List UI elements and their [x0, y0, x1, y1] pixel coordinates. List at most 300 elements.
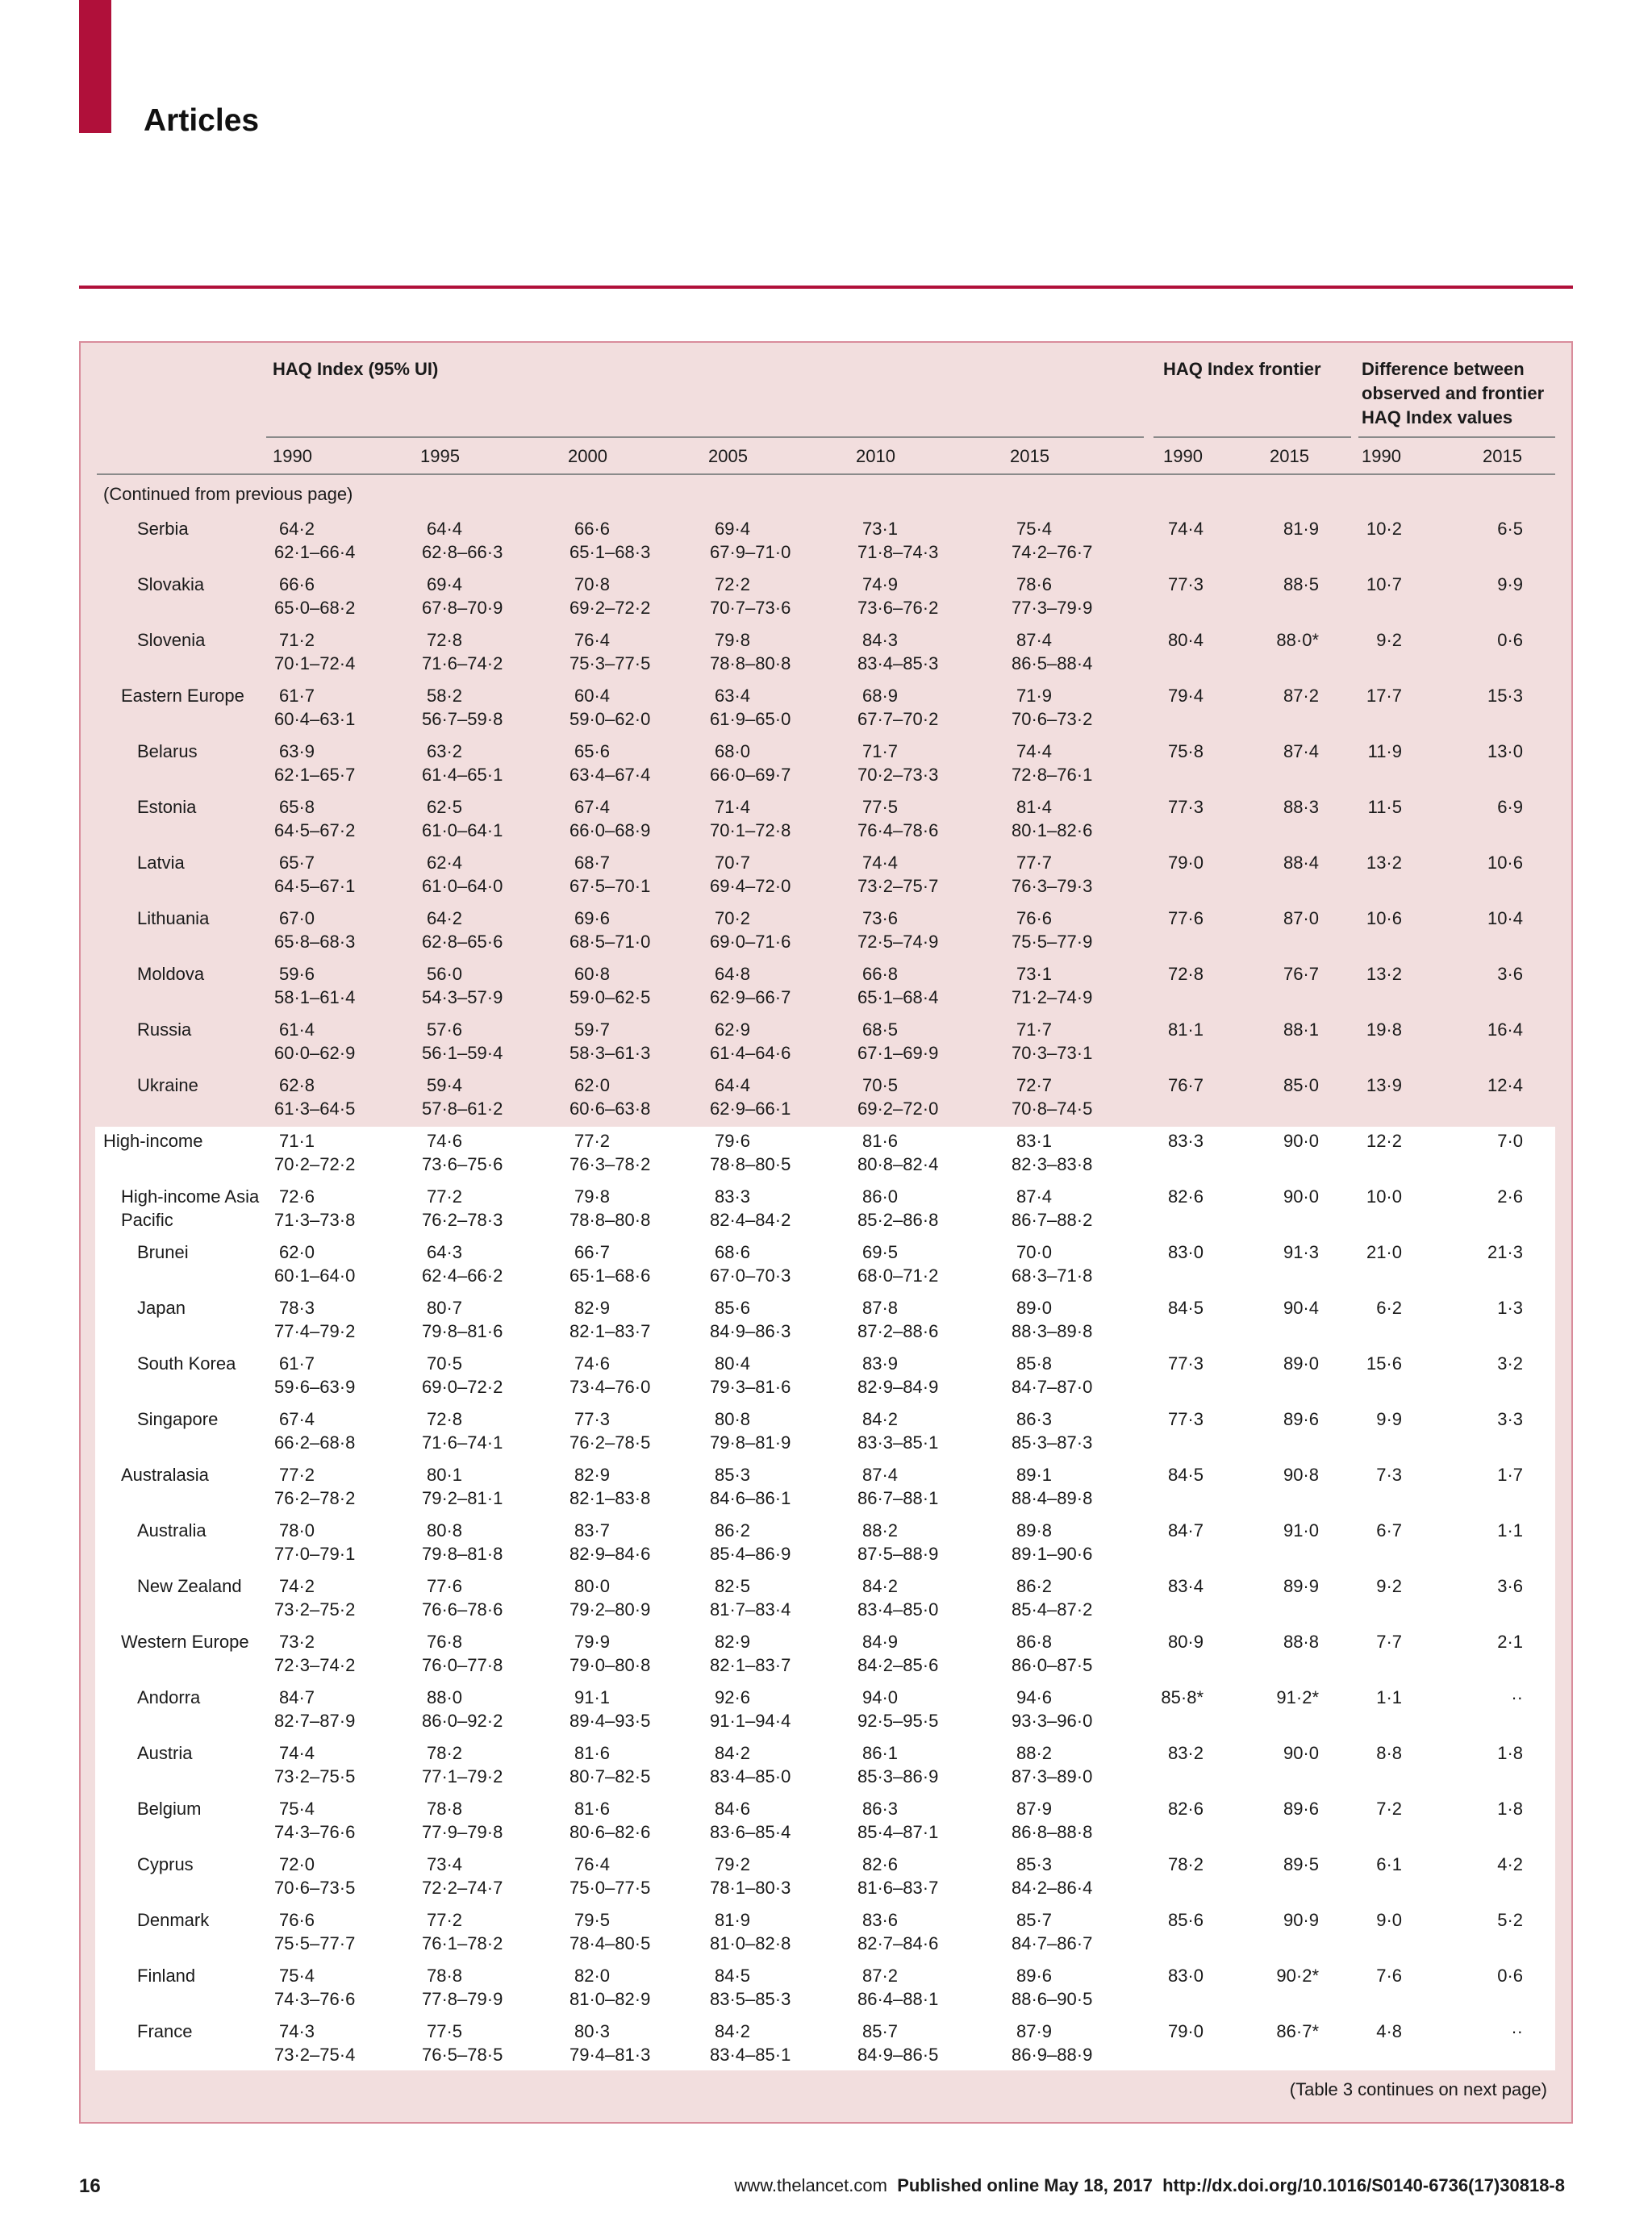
haq-uncertainty-interval: 83·6–85·4 — [710, 1822, 791, 1842]
footer-site: www.thelancet.com — [734, 2175, 887, 2195]
haq-uncertainty-interval: 67·0–70·3 — [710, 1265, 791, 1286]
haq-uncertainty-interval: 77·1–79·2 — [422, 1766, 503, 1786]
haq-value: 56·0 — [427, 964, 463, 984]
header-frontier: HAQ Index frontier — [1163, 359, 1321, 379]
haq-value: 85·6 — [715, 1298, 751, 1318]
haq-value: 69·4 — [715, 519, 751, 539]
haq-uncertainty-interval: 58·1–61·4 — [274, 987, 356, 1007]
year-header: 2005 — [708, 446, 748, 466]
difference-2015: 3·6 — [1497, 1576, 1523, 1596]
difference-2015: 1·8 — [1497, 1743, 1523, 1763]
haq-uncertainty-interval: 76·5–78·5 — [422, 2045, 503, 2065]
haq-uncertainty-interval: 74·3–76·6 — [274, 1822, 356, 1842]
haq-uncertainty-interval: 67·7–70·2 — [857, 709, 939, 729]
haq-value: 94·0 — [862, 1687, 899, 1707]
haq-uncertainty-interval: 86·8–88·8 — [1012, 1822, 1093, 1842]
difference-1990: 11·5 — [1367, 797, 1402, 817]
haq-value: 75·4 — [279, 1966, 315, 1986]
haq-uncertainty-interval: 86·0–87·5 — [1012, 1655, 1093, 1675]
difference-1990: 9·2 — [1376, 1576, 1402, 1596]
haq-value: 84·2 — [715, 2021, 751, 2041]
haq-value: 68·7 — [574, 853, 611, 873]
haq-uncertainty-interval: 68·3–71·8 — [1012, 1265, 1093, 1286]
haq-value: 81·4 — [1016, 797, 1053, 817]
haq-value: 83·9 — [862, 1353, 899, 1374]
haq-value: 79·9 — [574, 1632, 611, 1652]
difference-2015: 9·9 — [1497, 574, 1523, 594]
frontier-2015: 91·2* — [1276, 1687, 1319, 1707]
table-row — [0, 1686, 1652, 1741]
haq-value: 84·3 — [862, 630, 899, 650]
year-header: 2000 — [568, 446, 607, 466]
haq-uncertainty-interval: 62·4–66·2 — [422, 1265, 503, 1286]
haq-uncertainty-interval: 86·9–88·9 — [1012, 2045, 1093, 2065]
row-location-name: Australasia — [121, 1465, 209, 1485]
haq-value: 82·9 — [715, 1632, 751, 1652]
frontier-2015: 90·0 — [1283, 1131, 1319, 1151]
haq-value: 59·7 — [574, 1019, 611, 1040]
haq-uncertainty-interval: 68·5–71·0 — [569, 932, 651, 952]
haq-value: 64·2 — [279, 519, 315, 539]
haq-uncertainty-interval: 67·1–69·9 — [857, 1043, 939, 1063]
haq-uncertainty-interval: 62·8–66·3 — [422, 542, 503, 562]
frontier-2015: 76·7 — [1283, 964, 1319, 984]
haq-value: 77·3 — [574, 1409, 611, 1429]
haq-uncertainty-interval: 84·2–86·4 — [1012, 1878, 1093, 1898]
frontier-2015: 89·0 — [1283, 1353, 1319, 1374]
haq-uncertainty-interval: 58·3–61·3 — [569, 1043, 651, 1063]
haq-value: 86·3 — [1016, 1409, 1053, 1429]
haq-value: 74·2 — [279, 1576, 315, 1596]
haq-uncertainty-interval: 62·9–66·7 — [710, 987, 791, 1007]
frontier-2015: 87·0 — [1283, 908, 1319, 928]
frontier-1990: 77·3 — [1167, 1409, 1204, 1429]
row-location-name: Eastern Europe — [121, 686, 244, 706]
haq-value: 76·8 — [427, 1632, 463, 1652]
haq-value: 76·4 — [574, 630, 611, 650]
haq-value: 82·6 — [862, 1854, 899, 1874]
haq-uncertainty-interval: 81·0–82·9 — [569, 1989, 651, 2009]
haq-uncertainty-interval: 72·2–74·7 — [422, 1878, 503, 1898]
haq-uncertainty-interval: 59·0–62·5 — [569, 987, 651, 1007]
haq-value: 76·6 — [279, 1910, 315, 1930]
haq-uncertainty-interval: 65·1–68·4 — [857, 987, 939, 1007]
haq-value: 69·6 — [574, 908, 611, 928]
haq-uncertainty-interval: 76·2–78·5 — [569, 1432, 651, 1453]
haq-uncertainty-interval: 70·6–73·2 — [1012, 709, 1093, 729]
haq-value: 73·1 — [862, 519, 899, 539]
haq-uncertainty-interval: 78·8–80·8 — [569, 1210, 651, 1230]
frontier-1990: 77·3 — [1167, 1353, 1204, 1374]
difference-2015: 2·1 — [1497, 1632, 1523, 1652]
haq-value: 66·8 — [862, 964, 899, 984]
table-row — [0, 1463, 1652, 1519]
difference-2015: 3·2 — [1497, 1353, 1523, 1374]
haq-value: 81·9 — [715, 1910, 751, 1930]
haq-uncertainty-interval: 70·3–73·1 — [1012, 1043, 1093, 1063]
difference-2015: 0·6 — [1497, 1966, 1523, 1986]
frontier-2015: 90·8 — [1283, 1465, 1319, 1485]
year-header: 2015 — [1483, 446, 1522, 466]
table-row — [0, 1240, 1652, 1296]
haq-value: 61·4 — [279, 1019, 315, 1040]
difference-1990: 6·2 — [1376, 1298, 1402, 1318]
table-row — [0, 1352, 1652, 1407]
difference-2015: 6·9 — [1497, 797, 1523, 817]
haq-uncertainty-interval: 85·3–86·9 — [857, 1766, 939, 1786]
haq-value: 80·4 — [715, 1353, 751, 1374]
haq-uncertainty-interval: 91·1–94·4 — [710, 1711, 791, 1731]
difference-2015: 5·2 — [1497, 1910, 1523, 1930]
row-location-name: Slovenia — [137, 630, 206, 650]
haq-value: 85·8 — [1016, 1353, 1053, 1374]
haq-uncertainty-interval: 82·3–83·8 — [1012, 1154, 1093, 1174]
haq-value: 62·0 — [574, 1075, 611, 1095]
table-row — [0, 907, 1652, 962]
row-location-name: Cyprus — [137, 1854, 194, 1874]
haq-value: 83·7 — [574, 1520, 611, 1541]
difference-2015: 2·6 — [1497, 1186, 1523, 1207]
table-row — [0, 684, 1652, 740]
haq-uncertainty-interval: 60·1–64·0 — [274, 1265, 356, 1286]
haq-value: 72·7 — [1016, 1075, 1053, 1095]
haq-uncertainty-interval: 69·0–72·2 — [422, 1377, 503, 1397]
difference-1990: 11·9 — [1367, 741, 1402, 761]
haq-uncertainty-interval: 80·7–82·5 — [569, 1766, 651, 1786]
haq-uncertainty-interval: 87·2–88·6 — [857, 1321, 939, 1341]
haq-uncertainty-interval: 88·3–89·8 — [1012, 1321, 1093, 1341]
haq-value: 58·2 — [427, 686, 463, 706]
haq-uncertainty-interval: 82·7–84·6 — [857, 1933, 939, 1953]
haq-value: 88·2 — [862, 1520, 899, 1541]
haq-uncertainty-interval: 88·4–89·8 — [1012, 1488, 1093, 1508]
haq-uncertainty-interval: 84·9–86·5 — [857, 2045, 939, 2065]
haq-uncertainty-interval: 83·4–85·1 — [710, 2045, 791, 2065]
haq-value: 78·0 — [279, 1520, 315, 1541]
table-row — [0, 1797, 1652, 1853]
row-location-name: Belarus — [137, 741, 198, 761]
haq-value: 87·9 — [1016, 1799, 1053, 1819]
haq-uncertainty-interval: 85·4–86·9 — [710, 1544, 791, 1564]
haq-uncertainty-interval: 69·4–72·0 — [710, 876, 791, 896]
haq-value: 79·2 — [715, 1854, 751, 1874]
haq-value: 83·6 — [862, 1910, 899, 1930]
haq-value: 66·6 — [279, 574, 315, 594]
haq-uncertainty-interval: 76·2–78·3 — [422, 1210, 503, 1230]
table-row — [0, 1741, 1652, 1797]
frontier-2015: 90·0 — [1283, 1743, 1319, 1763]
difference-2015: 10·4 — [1487, 908, 1523, 928]
row-location-name: Austria — [137, 1743, 193, 1763]
difference-1990: 7·6 — [1376, 1966, 1402, 1986]
haq-uncertainty-interval: 82·1–83·7 — [710, 1655, 791, 1675]
row-location-name: Belgium — [137, 1799, 202, 1819]
frontier-1990: 83·0 — [1167, 1242, 1204, 1262]
haq-value: 71·1 — [279, 1131, 315, 1151]
frontier-2015: 88·0* — [1276, 630, 1319, 650]
year-header: 2015 — [1010, 446, 1049, 466]
difference-1990: 10·0 — [1366, 1186, 1402, 1207]
haq-value: 82·9 — [574, 1465, 611, 1485]
haq-uncertainty-interval: 74·2–76·7 — [1012, 542, 1093, 562]
haq-value: 80·0 — [574, 1576, 611, 1596]
continues-note: (Table 3 continues on next page) — [1289, 2079, 1547, 2099]
haq-value: 87·4 — [1016, 1186, 1053, 1207]
difference-header-rule — [1358, 436, 1555, 438]
haq-value: 72·8 — [427, 630, 463, 650]
haq-uncertainty-interval: 86·4–88·1 — [857, 1989, 939, 2009]
difference-1990: 7·3 — [1376, 1465, 1402, 1485]
haq-value: 81·6 — [862, 1131, 899, 1151]
haq-uncertainty-interval: 60·0–62·9 — [274, 1043, 356, 1063]
haq-value: 65·7 — [279, 853, 315, 873]
difference-1990: 9·9 — [1376, 1409, 1402, 1429]
row-location-name: High-income — [103, 1131, 203, 1151]
haq-uncertainty-interval: 75·0–77·5 — [569, 1878, 651, 1898]
haq-uncertainty-interval: 84·9–86·3 — [710, 1321, 791, 1341]
frontier-1990: 74·4 — [1167, 519, 1204, 539]
row-location-name: Russia — [137, 1019, 192, 1040]
haq-value: 80·3 — [574, 2021, 611, 2041]
haq-uncertainty-interval: 87·3–89·0 — [1012, 1766, 1093, 1786]
haq-value: 66·7 — [574, 1242, 611, 1262]
haq-value: 80·1 — [427, 1465, 463, 1485]
haq-uncertainty-interval: 82·9–84·9 — [857, 1377, 939, 1397]
difference-1990: 7·7 — [1376, 1632, 1402, 1652]
table-row — [0, 573, 1652, 628]
haq-value: 85·7 — [1016, 1910, 1053, 1930]
difference-2015: ·· — [1511, 2021, 1523, 2041]
haq-value: 70·5 — [427, 1353, 463, 1374]
haq-uncertainty-interval: 66·2–68·8 — [274, 1432, 356, 1453]
haq-value: 87·2 — [862, 1966, 899, 1986]
haq-uncertainty-interval: 71·2–74·9 — [1012, 987, 1093, 1007]
haq-value: 77·5 — [427, 2021, 463, 2041]
haq-uncertainty-interval: 75·3–77·5 — [569, 653, 651, 673]
frontier-2015: 86·7* — [1276, 2021, 1319, 2041]
haq-uncertainty-interval: 70·2–72·2 — [274, 1154, 356, 1174]
difference-1990: 8·8 — [1376, 1743, 1402, 1763]
haq-uncertainty-interval: 82·1–83·7 — [569, 1321, 651, 1341]
haq-uncertainty-interval: 72·8–76·1 — [1012, 765, 1093, 785]
difference-2015: 6·5 — [1497, 519, 1523, 539]
haq-uncertainty-interval: 79·2–80·9 — [569, 1599, 651, 1620]
frontier-2015: 89·9 — [1283, 1576, 1319, 1596]
row-location-name: France — [137, 2021, 193, 2041]
haq-uncertainty-interval: 59·0–62·0 — [569, 709, 651, 729]
difference-1990: 9·0 — [1376, 1910, 1402, 1930]
haq-value: 86·2 — [1016, 1576, 1053, 1596]
haq-value: 81·6 — [574, 1743, 611, 1763]
haq-uncertainty-interval: 79·3–81·6 — [710, 1377, 791, 1397]
difference-2015: 7·0 — [1497, 1131, 1523, 1151]
difference-2015: 13·0 — [1487, 741, 1523, 761]
haq-value: 84·2 — [715, 1743, 751, 1763]
haq-value: 84·6 — [715, 1799, 751, 1819]
haq-value: 86·2 — [715, 1520, 751, 1541]
haq-uncertainty-interval: 76·6–78·6 — [422, 1599, 503, 1620]
haq-value: 59·4 — [427, 1075, 463, 1095]
haq-uncertainty-interval: 79·4–81·3 — [569, 2045, 651, 2065]
haq-value: 64·3 — [427, 1242, 463, 1262]
footer-doi: http://dx.doi.org/10.1016/S0140-6736(17)30818-8 — [1162, 2175, 1565, 2195]
haq-value: 67·4 — [279, 1409, 315, 1429]
haq-value: 89·8 — [1016, 1520, 1053, 1541]
table-row — [0, 795, 1652, 851]
haq-value: 72·6 — [279, 1186, 315, 1207]
difference-1990: 7·2 — [1376, 1799, 1402, 1819]
difference-1990: 6·7 — [1376, 1520, 1402, 1541]
frontier-1990: 81·1 — [1167, 1019, 1204, 1040]
haq-uncertainty-interval: 88·6–90·5 — [1012, 1989, 1093, 2009]
difference-2015: 3·6 — [1497, 964, 1523, 984]
haq-uncertainty-interval: 70·7–73·6 — [710, 598, 791, 618]
table-row — [0, 1964, 1652, 2020]
difference-1990: 12·2 — [1366, 1131, 1402, 1151]
haq-value: 79·5 — [574, 1910, 611, 1930]
difference-1990: 15·6 — [1366, 1353, 1402, 1374]
haq-uncertainty-interval: 76·3–78·2 — [569, 1154, 651, 1174]
haq-uncertainty-interval: 73·6–75·6 — [422, 1154, 503, 1174]
difference-1990: 10·2 — [1366, 519, 1402, 539]
frontier-2015: 90·0 — [1283, 1186, 1319, 1207]
frontier-2015: 89·6 — [1283, 1409, 1319, 1429]
difference-1990: 6·1 — [1376, 1854, 1402, 1874]
haq-uncertainty-interval: 66·0–69·7 — [710, 765, 791, 785]
haq-value: 74·3 — [279, 2021, 315, 2041]
haq-value: 89·1 — [1016, 1465, 1053, 1485]
haq-value: 61·7 — [279, 686, 315, 706]
haq-uncertainty-interval: 61·3–64·5 — [274, 1099, 356, 1119]
haq-uncertainty-interval: 61·4–65·1 — [422, 765, 503, 785]
frontier-1990: 83·0 — [1167, 1966, 1204, 1986]
haq-value: 79·8 — [715, 630, 751, 650]
haq-value: 72·2 — [715, 574, 751, 594]
row-location-name: Serbia — [137, 519, 189, 539]
haq-uncertainty-interval: 73·4–76·0 — [569, 1377, 651, 1397]
haq-uncertainty-interval: 74·3–76·6 — [274, 1989, 356, 2009]
frontier-1990: 79·0 — [1167, 853, 1204, 873]
haq-uncertainty-interval: 84·7–86·7 — [1012, 1933, 1093, 1953]
haq-uncertainty-interval: 62·1–66·4 — [274, 542, 356, 562]
difference-1990: 1·1 — [1376, 1687, 1402, 1707]
haq-uncertainty-interval: 85·4–87·2 — [1012, 1599, 1093, 1620]
row-location-name: South Korea — [137, 1353, 236, 1374]
haq-uncertainty-interval: 83·4–85·0 — [857, 1599, 939, 1620]
haq-uncertainty-interval: 70·1–72·8 — [710, 820, 791, 840]
table-row — [0, 628, 1652, 684]
table-row — [0, 1129, 1652, 1185]
haq-uncertainty-interval: 80·6–82·6 — [569, 1822, 651, 1842]
haq-value: 70·0 — [1016, 1242, 1053, 1262]
haq-value: 68·0 — [715, 741, 751, 761]
frontier-1990: 77·3 — [1167, 797, 1204, 817]
year-header-rule — [97, 473, 1555, 475]
haq-value: 60·4 — [574, 686, 611, 706]
frontier-2015: 89·5 — [1283, 1854, 1319, 1874]
difference-1990: 13·2 — [1366, 853, 1402, 873]
haq-uncertainty-interval: 69·0–71·6 — [710, 932, 791, 952]
haq-value: 74·4 — [1016, 741, 1053, 761]
row-location-name: Moldova — [137, 964, 205, 984]
frontier-1990: 75·8 — [1167, 741, 1204, 761]
frontier-1990: 84·5 — [1167, 1298, 1204, 1318]
haq-value: 80·8 — [715, 1409, 751, 1429]
haq-value: 89·6 — [1016, 1966, 1053, 1986]
haq-value: 78·6 — [1016, 574, 1053, 594]
row-location-name: Western Europe — [121, 1632, 249, 1652]
haq-uncertainty-interval: 83·3–85·1 — [857, 1432, 939, 1453]
row-location-name-cont: Pacific — [121, 1210, 173, 1230]
haq-uncertainty-interval: 81·7–83·4 — [710, 1599, 791, 1620]
header-difference-line2: observed and frontier — [1362, 383, 1545, 403]
haq-value: 82·5 — [715, 1576, 751, 1596]
haq-value: 59·6 — [279, 964, 315, 984]
haq-uncertainty-interval: 93·3–96·0 — [1012, 1711, 1093, 1731]
haq-uncertainty-interval: 72·3–74·2 — [274, 1655, 356, 1675]
difference-1990: 13·2 — [1366, 964, 1402, 984]
haq-value: 71·2 — [279, 630, 315, 650]
haq-uncertainty-interval: 77·0–79·1 — [274, 1544, 356, 1564]
haq-value: 64·2 — [427, 908, 463, 928]
haq-value: 87·4 — [1016, 630, 1053, 650]
haq-uncertainty-interval: 59·6–63·9 — [274, 1377, 356, 1397]
frontier-1990: 80·4 — [1167, 630, 1204, 650]
haq-value: 74·4 — [862, 853, 899, 873]
haq-value: 86·3 — [862, 1799, 899, 1819]
haq-value: 63·4 — [715, 686, 751, 706]
frontier-2015: 88·1 — [1283, 1019, 1319, 1040]
difference-2015: 0·6 — [1497, 630, 1523, 650]
haq-value: 92·6 — [715, 1687, 751, 1707]
haq-uncertainty-interval: 79·8–81·9 — [710, 1432, 791, 1453]
haq-value: 84·5 — [715, 1966, 751, 1986]
haq-uncertainty-interval: 70·1–72·4 — [274, 653, 356, 673]
difference-1990: 17·7 — [1366, 686, 1402, 706]
frontier-1990: 84·7 — [1167, 1520, 1204, 1541]
haq-value: 79·6 — [715, 1131, 751, 1151]
haq-uncertainty-interval: 80·1–82·6 — [1012, 820, 1093, 840]
haq-uncertainty-interval: 65·1–68·3 — [569, 542, 651, 562]
haq-uncertainty-interval: 60·4–63·1 — [274, 709, 356, 729]
haq-value: 78·8 — [427, 1966, 463, 1986]
haq-value: 62·5 — [427, 797, 463, 817]
row-location-name: Lithuania — [137, 908, 210, 928]
haq-value: 65·8 — [279, 797, 315, 817]
year-header: 2010 — [856, 446, 895, 466]
difference-1990: 10·7 — [1366, 574, 1402, 594]
haq-uncertainty-interval: 60·6–63·8 — [569, 1099, 651, 1119]
haq-value: 75·4 — [1016, 519, 1053, 539]
haq-value: 77·2 — [574, 1131, 611, 1151]
haq-uncertainty-interval: 89·1–90·6 — [1012, 1544, 1093, 1564]
haq-uncertainty-interval: 83·4–85·3 — [857, 653, 939, 673]
haq-value: 63·2 — [427, 741, 463, 761]
frontier-2015: 88·3 — [1283, 797, 1319, 817]
haq-uncertainty-interval: 86·5–88·4 — [1012, 653, 1093, 673]
haq-uncertainty-interval: 82·9–84·6 — [569, 1544, 651, 1564]
haq-uncertainty-interval: 67·5–70·1 — [569, 876, 651, 896]
haq-uncertainty-interval: 73·2–75·7 — [857, 876, 939, 896]
frontier-2015: 89·6 — [1283, 1799, 1319, 1819]
frontier-2015: 88·5 — [1283, 574, 1319, 594]
footer-published: Published online May 18, 2017 — [897, 2175, 1153, 2195]
frontier-1990: 82·6 — [1167, 1799, 1204, 1819]
table-row — [0, 1296, 1652, 1352]
haq-value: 85·3 — [1016, 1854, 1053, 1874]
difference-2015: 3·3 — [1497, 1409, 1523, 1429]
haq-uncertainty-interval: 70·2–73·3 — [857, 765, 939, 785]
